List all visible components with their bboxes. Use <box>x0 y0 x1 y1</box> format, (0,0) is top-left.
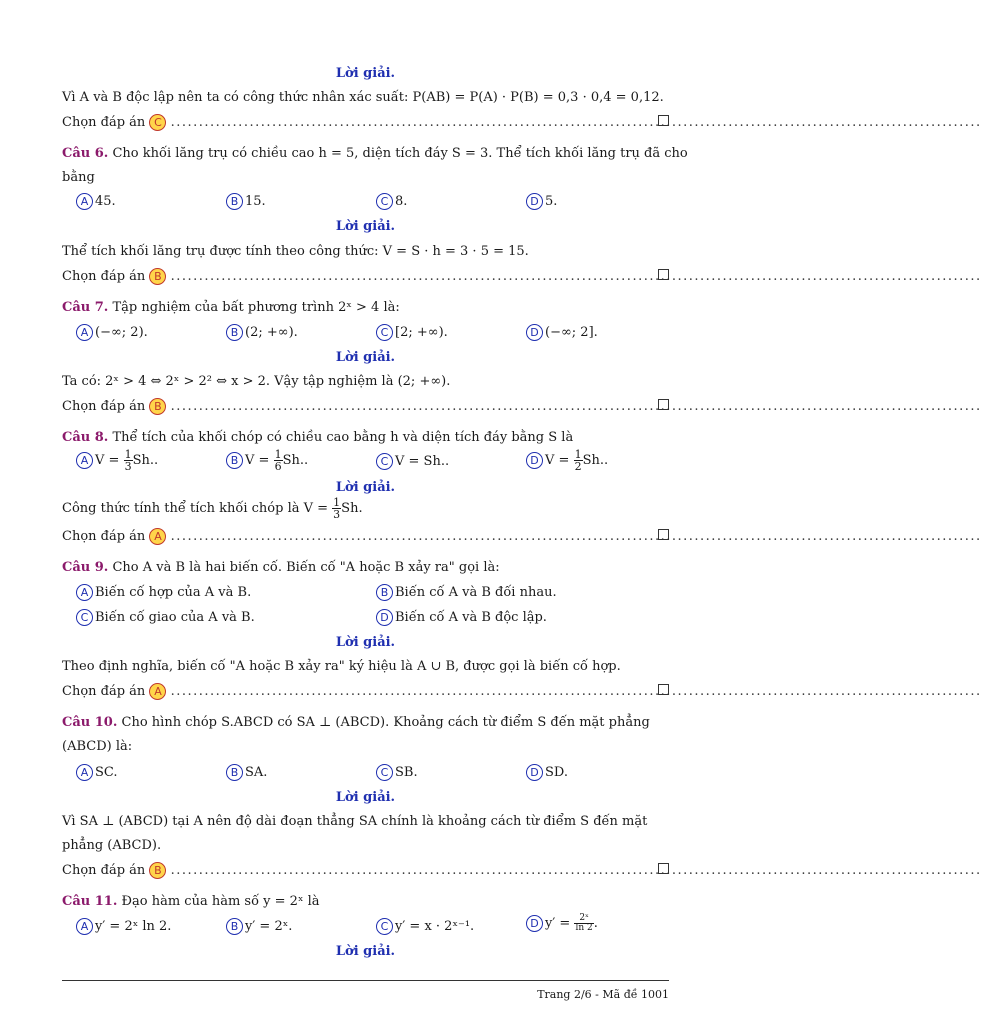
option-letter-bubble: B <box>226 918 243 935</box>
option-b[interactable] <box>226 764 267 781</box>
option-letter-bubble: B <box>376 584 393 601</box>
option-letter-bubble: C <box>76 609 93 626</box>
question-text: Đạo hàm của hàm số y = 2ˣ là <box>121 894 320 909</box>
option-text: [2; +∞). <box>395 325 448 340</box>
question-11 <box>62 894 669 909</box>
option-letter-bubble: A <box>76 764 93 781</box>
question-number: Câu 11. <box>62 894 118 909</box>
choose-label: Chọn đáp án <box>62 684 146 699</box>
option-letter-bubble: B <box>226 193 243 210</box>
solution-text-post: Sh. <box>341 501 363 516</box>
option-letter-bubble: B <box>226 324 243 341</box>
option-letter-bubble: C <box>376 193 393 210</box>
checkbox-icon <box>658 115 669 126</box>
dot-leader: ................................................................................................................................................ <box>170 529 982 544</box>
option-b[interactable] <box>226 449 308 472</box>
option-letter-bubble: D <box>376 609 393 626</box>
question-text: Cho khối lăng trụ có chiều cao h = 5, diện tích đáy S = 3. Thể tích khối lăng trụ đã cho <box>112 146 688 161</box>
checkbox-icon <box>658 863 669 874</box>
option-text: 5. <box>545 194 558 209</box>
option-b[interactable] <box>226 918 292 935</box>
solution-text: Vì SA ⊥ (ABCD) tại A nên độ dài đoạn thẳng SA chính là khoảng cách từ điểm S đến mặt <box>62 814 648 829</box>
option-text: SD. <box>545 765 568 780</box>
option-text: Biến cố A và B đối nhau. <box>395 585 557 600</box>
solution-text-pre: Công thức tính thể tích khối chóp là V = <box>62 501 329 516</box>
question-number: Câu 10. <box>62 715 118 730</box>
option-text: SB. <box>395 765 418 780</box>
answer-line <box>62 398 982 415</box>
chosen-answer-badge: B <box>149 398 166 415</box>
question-number: Câu 9. <box>62 560 109 575</box>
option-text: Sh.. <box>582 453 609 468</box>
question-8 <box>62 430 669 445</box>
option-letter-bubble: A <box>76 452 93 469</box>
question-7 <box>62 300 669 315</box>
question-number: Câu 7. <box>62 300 109 315</box>
solution-heading: Lời giải. <box>335 944 396 959</box>
option-text: Biến cố A và B độc lập. <box>395 610 547 625</box>
solution-heading: Lời giải. <box>335 66 396 81</box>
solution-text-cont: phẳng (ABCD). <box>62 838 162 853</box>
option-letter-bubble: C <box>376 453 393 470</box>
option-text: 8. <box>395 194 408 209</box>
option-letter-bubble: D <box>526 452 543 469</box>
option-c[interactable] <box>76 609 255 626</box>
option-letter-bubble: A <box>76 584 93 601</box>
dot-leader: ................................................................................................................................................ <box>170 115 982 130</box>
fraction: $\frac{\text{2ˣ}}{\ln 2}$ <box>575 913 593 933</box>
answer-line <box>62 268 982 285</box>
checkbox-icon <box>658 529 669 540</box>
choose-label: Chọn đáp án <box>62 529 146 544</box>
option-a[interactable] <box>76 449 158 472</box>
question-text: Cho A và B là hai biến cố. Biến cố "A hoặc B xảy ra" gọi là: <box>112 560 500 575</box>
answer-line <box>62 683 982 700</box>
chosen-answer-badge: C <box>149 114 166 131</box>
solution-text: Thể tích khối lăng trụ được tính theo công thức: V = S · h = 3 · 5 = 15. <box>62 244 529 259</box>
checkbox-icon <box>658 269 669 280</box>
choose-label: Chọn đáp án <box>62 399 146 414</box>
solution-text: Theo định nghĩa, biến cố "A hoặc B xảy ra" ký hiệu là A ∪ B, được gọi là biến cố hợp. <box>62 659 621 674</box>
page-footer: Trang 2/6 - Mã đề 1001 <box>537 988 669 1001</box>
solution-text <box>62 497 669 520</box>
solution-text: Ta có: 2ˣ > 4 ⇔ 2ˣ > 2² ⇔ x > 2. Vậy tập nghiệm là (2; +∞). <box>62 374 451 389</box>
option-text: Biến cố hợp của A và B. <box>95 585 252 600</box>
option-b[interactable] <box>376 584 557 601</box>
option-c[interactable] <box>376 453 449 470</box>
question-text: Tập nghiệm của bất phương trình 2ˣ > 4 là: <box>112 300 400 315</box>
option-c[interactable] <box>376 193 407 210</box>
option-letter-bubble: D <box>526 193 543 210</box>
option-letter-bubble: A <box>76 193 93 210</box>
answer-line <box>62 862 982 879</box>
fraction: $\frac{1}{3}$ <box>333 496 341 521</box>
option-text: Biến cố giao của A và B. <box>95 610 255 625</box>
option-letter-bubble: B <box>226 764 243 781</box>
option-a[interactable] <box>76 324 148 341</box>
option-text: y′ = x · 2ˣ⁻¹. <box>395 919 475 934</box>
answer-line <box>62 114 982 131</box>
dot-leader: ................................................................................................................................................ <box>170 863 982 878</box>
option-letter-bubble: B <box>226 452 243 469</box>
option-text: SC. <box>95 765 118 780</box>
option-text: . <box>593 916 598 931</box>
solution-heading: Lời giải. <box>335 480 396 495</box>
question-text-cont: (ABCD) là: <box>62 739 133 754</box>
question-text: Cho hình chóp S.ABCD có SA ⊥ (ABCD). Khoảng cách từ điểm S đến mặt phẳng <box>121 715 650 730</box>
option-text: 15. <box>245 194 266 209</box>
option-letter-bubble: A <box>76 324 93 341</box>
question-number: Câu 6. <box>62 146 109 161</box>
option-text: y′ = <box>545 916 571 931</box>
option-b[interactable] <box>226 193 266 210</box>
option-a[interactable] <box>76 918 171 935</box>
dot-leader: ................................................................................................................................................ <box>170 269 982 284</box>
option-a[interactable] <box>76 193 116 210</box>
solution-heading: Lời giải. <box>335 219 396 234</box>
option-letter-bubble: A <box>76 918 93 935</box>
fraction: $\frac{1}{2}$ <box>574 448 582 473</box>
question-9 <box>62 560 669 575</box>
option-text: V = <box>545 453 570 468</box>
option-text: 45. <box>95 194 116 209</box>
option-text: Sh.. <box>132 453 159 468</box>
solution-text: Vì A và B độc lập nên ta có công thức nhân xác suất: P(AB) = P(A) · P(B) = 0,3 · 0,4 = 0,12. <box>62 90 664 105</box>
solution-heading: Lời giải. <box>335 790 396 805</box>
choose-label: Chọn đáp án <box>62 863 146 878</box>
option-c[interactable] <box>376 764 418 781</box>
dot-leader: ................................................................................................................................................ <box>170 684 982 699</box>
solution-heading: Lời giải. <box>335 635 396 650</box>
option-letter-bubble: D <box>526 915 543 932</box>
checkbox-icon <box>658 399 669 410</box>
footer-divider <box>62 980 669 981</box>
question-number: Câu 8. <box>62 430 109 445</box>
option-text: y′ = 2ˣ ln 2. <box>95 919 172 934</box>
option-letter-bubble: D <box>526 324 543 341</box>
chosen-answer-badge: B <box>149 268 166 285</box>
choose-label: Chọn đáp án <box>62 115 146 130</box>
solution-heading: Lời giải. <box>335 350 396 365</box>
fraction: $\frac{1}{6}$ <box>274 448 282 473</box>
option-text: y′ = 2ˣ. <box>245 919 293 934</box>
question-6 <box>62 146 688 161</box>
option-letter-bubble: C <box>376 324 393 341</box>
checkbox-icon <box>658 684 669 695</box>
option-text: V = Sh.. <box>395 454 450 469</box>
option-letter-bubble: D <box>526 764 543 781</box>
option-text: (−∞; 2). <box>95 325 148 340</box>
option-text: V = <box>95 453 120 468</box>
chosen-answer-badge: A <box>149 528 166 545</box>
option-c[interactable] <box>376 918 474 935</box>
option-d[interactable] <box>526 764 568 781</box>
option-text: Sh.. <box>282 453 309 468</box>
option-d[interactable] <box>526 449 608 472</box>
question-10 <box>62 715 669 730</box>
answer-line <box>62 528 982 545</box>
chosen-answer-badge: A <box>149 683 166 700</box>
option-text: V = <box>245 453 270 468</box>
chosen-answer-badge: B <box>149 862 166 879</box>
option-d[interactable] <box>376 609 547 626</box>
option-c[interactable] <box>376 324 448 341</box>
option-text: SA. <box>245 765 268 780</box>
option-d[interactable] <box>526 193 557 210</box>
option-letter-bubble: C <box>376 764 393 781</box>
option-b[interactable] <box>226 324 298 341</box>
option-letter-bubble: C <box>376 918 393 935</box>
option-a[interactable] <box>76 584 251 601</box>
option-d[interactable] <box>526 914 598 933</box>
option-a[interactable] <box>76 764 118 781</box>
option-text: (2; +∞). <box>245 325 298 340</box>
question-text: Thể tích của khối chóp có chiều cao bằng h và diện tích đáy bằng S là <box>112 430 574 445</box>
question-text-cont: bằng <box>62 170 95 185</box>
choose-label: Chọn đáp án <box>62 269 146 284</box>
option-text: (−∞; 2]. <box>545 325 598 340</box>
dot-leader: ................................................................................................................................................ <box>170 399 982 414</box>
option-d[interactable] <box>526 324 598 341</box>
fraction: $\frac{1}{3}$ <box>124 448 132 473</box>
